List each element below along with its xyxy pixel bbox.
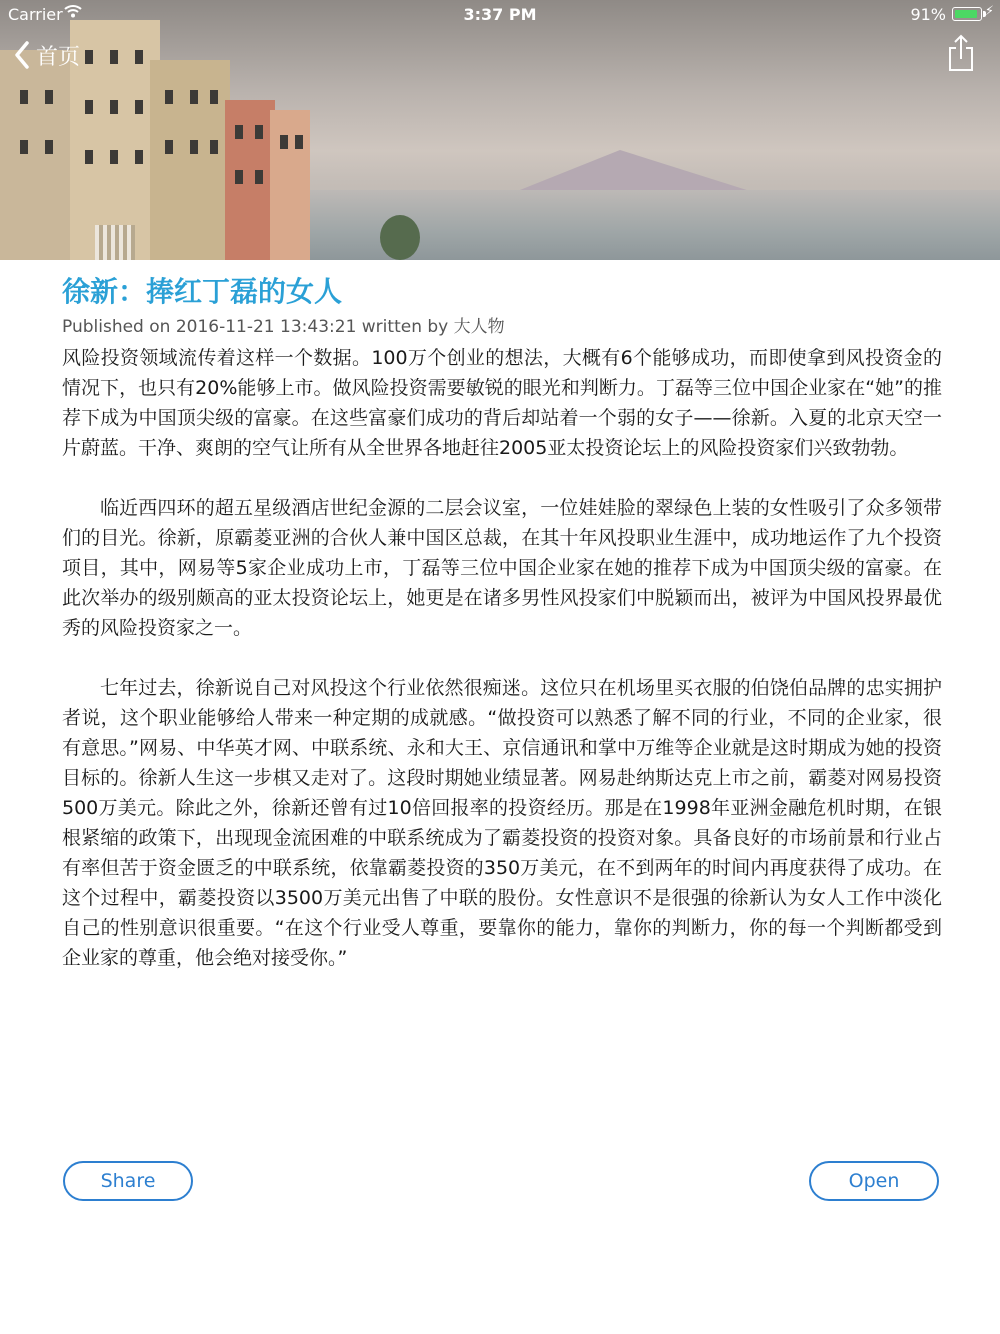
building-shape [70, 20, 160, 260]
battery-icon [952, 7, 982, 21]
header-image [0, 0, 1000, 260]
article-body [62, 343, 942, 1003]
article-paragraph: 风险投资领域流传着这样一个数据。100万个创业的想法，大概有6个能够成功，而即使拿到风投资金的情况下，也只有20%能够上市。做风险投资需要敏锐的眼光和判断力。丁磊等三位中国企业家在“她”的推荐下成为中国顶尖级的富豪。在这些富豪们成功的背后却站着一个弱的女子——徐新。入夏的北京天空一片蔚蓝。干净、爽朗的空气让所有从全世界各地赶往2005亚太投资论坛上的风险投资家们兴致勃勃。 [62, 347, 942, 459]
building-shape [225, 100, 275, 260]
carrier-label: Carrier [8, 5, 63, 24]
share-icon[interactable] [946, 34, 976, 74]
back-button[interactable] [14, 38, 80, 72]
chevron-left-icon [14, 41, 30, 69]
share-button[interactable]: Share [63, 1161, 193, 1201]
building-shape [0, 50, 80, 260]
open-button[interactable]: Open [809, 1161, 939, 1201]
charging-icon: ⚡ [984, 4, 994, 19]
tree-shape [380, 215, 420, 260]
article-meta: Published on 2016-11-21 13:43:21 written by 大人物 [62, 317, 505, 337]
clock-label: 3:37 PM [463, 5, 537, 24]
battery-percent: 91% [910, 5, 946, 24]
article-title: 徐新：捧红丁磊的女人 [62, 275, 343, 308]
building-shape [270, 110, 310, 260]
article-paragraph: 七年过去，徐新说自己对风投这个行业依然很痴迷。这位只在机场里买衣服的伯饶伯品牌的忠实拥护者说，这个职业能够给人带来一种定期的成就感。“做投资可以熟悉了解不同的行业，不同的企业家，很有意思。”网易、中华英才网、中联系统、永和大王、京信通讯和掌中万维等企业就是这时期成为她的投资目标的。徐新人生这一步棋又走对了。这段时期她业绩显著。网易赴纳斯达克上市之前，霸菱对网易投资500万美元。除此之外，徐新还曾有过10倍回报率的投资经历。那是在1998年亚洲金融危机时期，在银根紧缩的政策下，出现现金流困难的中联系统成为了霸菱投资的投资对象。具备良好的市场前景和行业占有率但苦于资金匮乏的中联系统，依靠霸菱投资的350万美元，在不到两年的时间内再度获得了成功。在这个过程中，霸菱投资以3500万美元出售了中联的股份。女性意识不是很强的徐新认为女人工作中淡化自己的性别意识很重要。“在这个行业受人尊重，要靠你的能力，靠你的判断力，你的每一个判断都受到企业家的尊重，他会绝对接受你。” [62, 677, 942, 969]
building-shape [150, 60, 230, 260]
article-paragraph: 临近西四环的超五星级酒店世纪金源的二层会议室，一位娃娃脸的翠绿色上装的女性吸引了众多领带们的目光。徐新，原霸菱亚洲的合伙人兼中国区总裁，在其十年风投职业生涯中，成功地运作了九个投资项目，其中，网易等5家企业成功上市，丁磊等三位中国企业家在她的推荐下成为中国顶尖级的富豪。在此次举办的级别颇高的亚太投资论坛上，她更是在诸多男性风投家们中脱颖而出，被评为中国风投界最优秀的风险投资家之一。 [62, 497, 942, 639]
back-label: 首页 [36, 44, 81, 70]
status-bar [0, 0, 1000, 28]
awning-shape [95, 225, 135, 260]
